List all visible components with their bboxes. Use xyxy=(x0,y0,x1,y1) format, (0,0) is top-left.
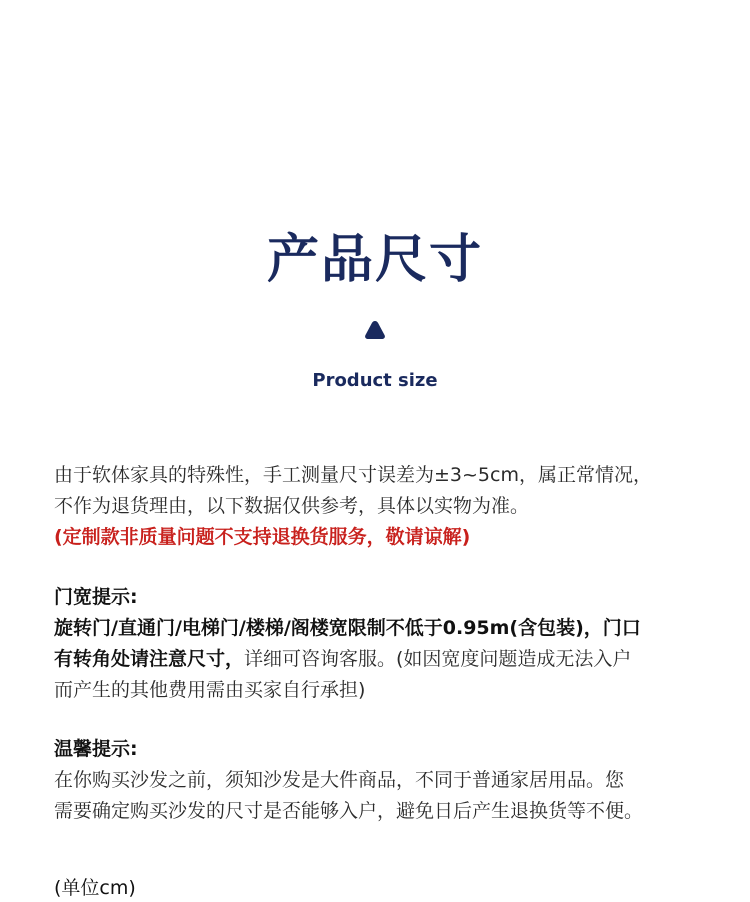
door-width-text-fragment: 详细可咨询客服。(如因宽度问题造成无法入户 xyxy=(244,648,632,670)
warm-tip-line-2: 需要确定购买沙发的尺寸是否能够入户，避免日后产生退换货等不便。 xyxy=(54,800,644,822)
intro-line-2: 不作为退货理由，以下数据仅供参考，具体以实物为准。 xyxy=(54,495,530,517)
door-width-line-2 xyxy=(54,644,704,675)
door-width-bold-fragment: 有转角处请注意尺寸， xyxy=(54,648,245,670)
triangle-icon xyxy=(364,320,386,340)
warm-tip-line-1: 在你购买沙发之前，须知沙发是大件商品，不同于普通家居用品。您 xyxy=(54,769,625,791)
page-title: 产品尺寸 xyxy=(266,230,483,290)
unit-label: (单位cm) xyxy=(54,877,136,899)
warm-tip-section xyxy=(54,734,704,827)
custom-order-warning: (定制款非质量问题不支持退换货服务，敬请谅解) xyxy=(54,526,471,548)
door-width-line-3: 而产生的其他费用需由买家自行承担) xyxy=(54,679,366,701)
door-width-section xyxy=(54,582,704,706)
door-width-bold-line: 旋转门/直通门/电梯门/楼梯/阁楼宽限制不低于0.95m(含包装)，门口 xyxy=(54,617,641,639)
door-width-heading: 门宽提示: xyxy=(54,586,138,608)
warm-tip-heading: 温馨提示: xyxy=(54,738,138,760)
page-subtitle: Product size xyxy=(312,370,438,391)
intro-section xyxy=(54,460,704,553)
intro-line-1: 由于软体家具的特殊性，手工测量尺寸误差为±3~5cm，属正常情况， xyxy=(54,464,652,486)
